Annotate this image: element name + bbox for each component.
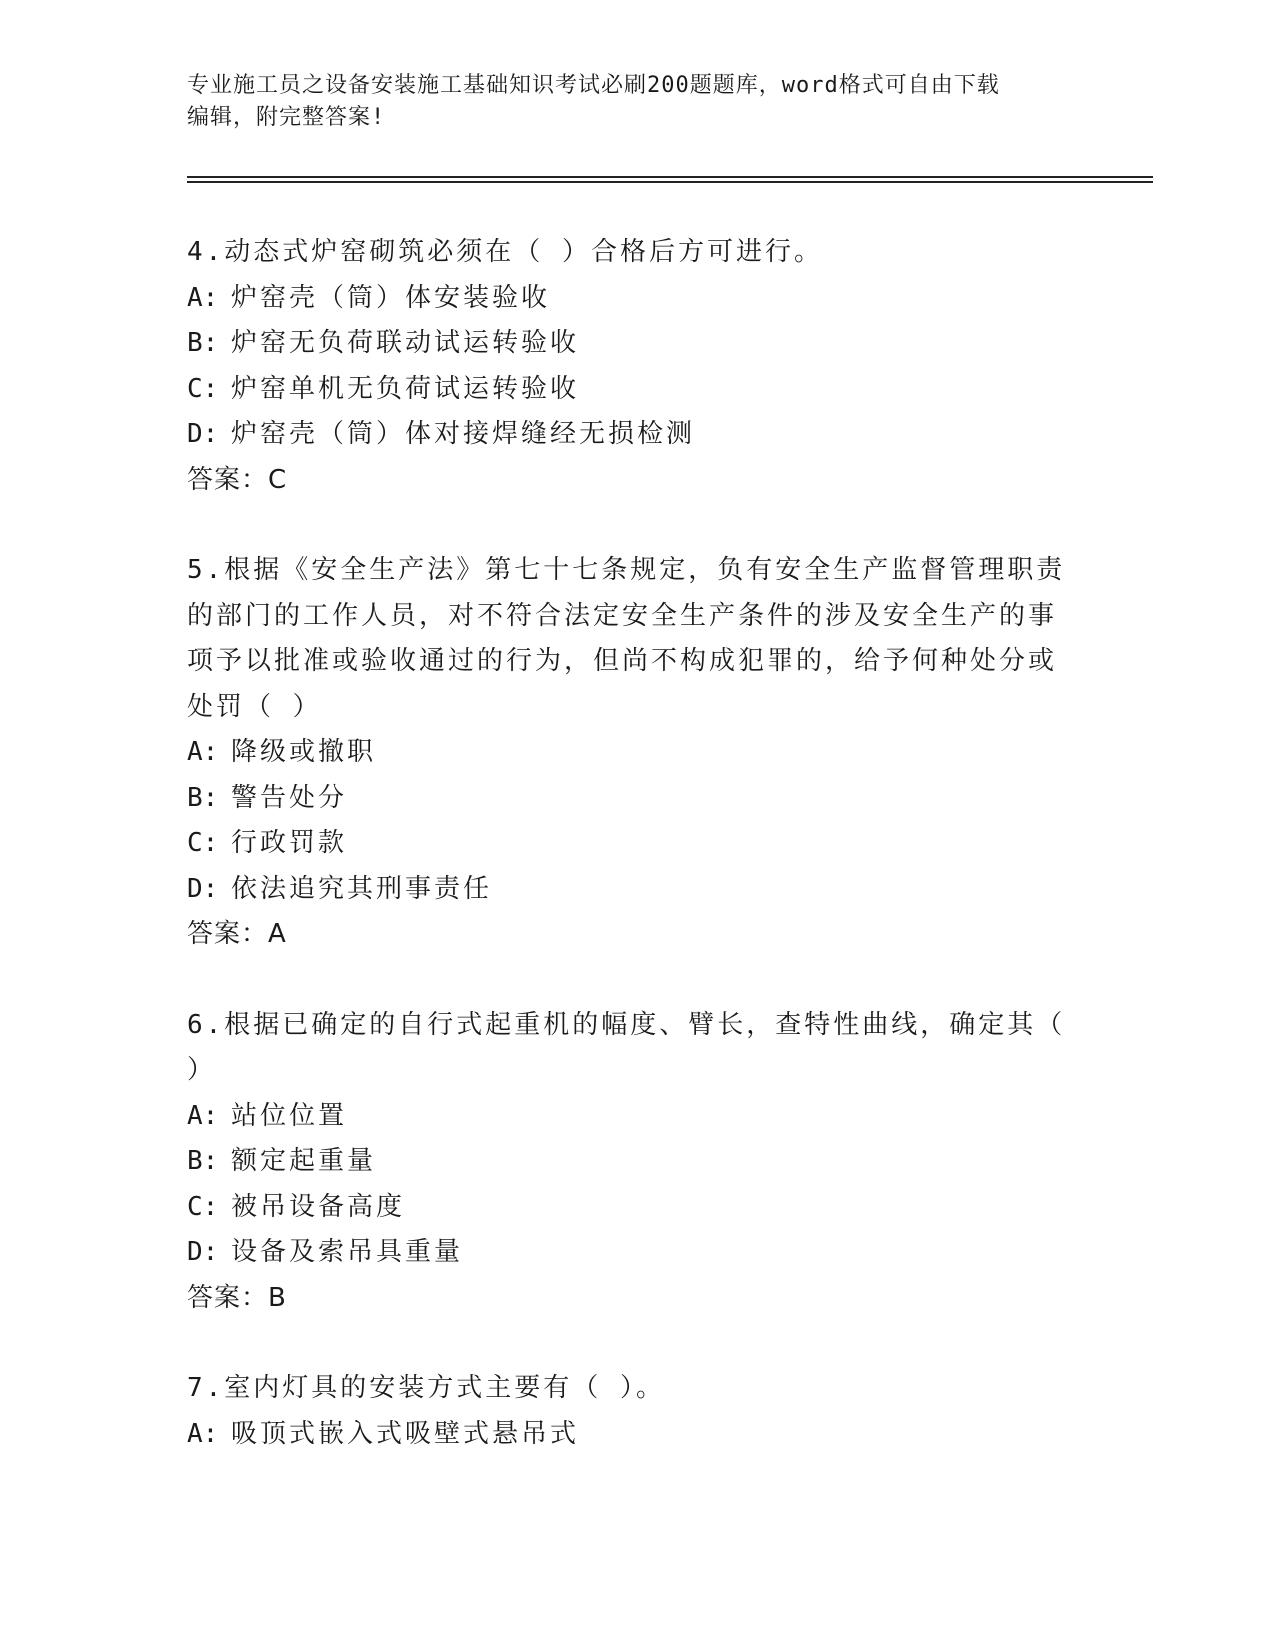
question-text-line-4: 处罚（ ） — [187, 691, 322, 722]
question-text: 4.动态式炉窑砌筑必须在（ ）合格后方可进行。 — [187, 237, 823, 267]
option-key: B: — [187, 1146, 219, 1176]
question-text-line-2: 的部门的工作人员，对不符合法定安全生产条件的涉及安全生产的事 — [187, 600, 1058, 631]
option-key: A: — [187, 282, 219, 313]
option-text: 降级或撤职 — [231, 737, 377, 767]
question-text-line-1: 6.根据已确定的自行式起重机的幅度、臂长，查特性曲线，确定其（ — [187, 1009, 1066, 1040]
option-c — [187, 367, 1067, 413]
option-a — [187, 1412, 1067, 1458]
header-line-1: 专业施工员之设备安装施工基础知识考试必刷200题题库，word格式可自由下载 — [187, 73, 1000, 98]
option-text: 依法追究其刑事责任 — [231, 873, 493, 904]
question-6 — [187, 1003, 1067, 1322]
option-text: 站位位置 — [231, 1100, 348, 1131]
option-key: B: — [187, 328, 219, 358]
option-text: 额定起重量 — [231, 1146, 377, 1176]
option-b — [187, 776, 1067, 822]
question-7 — [187, 1366, 1067, 1457]
option-key: D: — [187, 873, 219, 904]
question-5 — [187, 548, 1067, 958]
option-key: B: — [187, 782, 219, 813]
option-a — [187, 730, 1067, 776]
option-key: A: — [187, 1418, 219, 1449]
option-text: 警告处分 — [231, 782, 348, 813]
option-text: 被吊设备高度 — [231, 1191, 406, 1222]
option-text: 炉窑单机无负荷试运转验收 — [231, 373, 580, 404]
answer-line: 答案：B — [187, 1282, 287, 1313]
header-rule-bottom — [187, 181, 1153, 183]
option-text: 炉窑无负荷联动试运转验收 — [231, 328, 580, 358]
option-b — [187, 321, 1067, 367]
question-text-line-1: 5.根据《安全生产法》第七十七条规定，负有安全生产监督管理职责 — [187, 555, 1066, 585]
option-key: C: — [187, 1191, 219, 1222]
option-key: C: — [187, 373, 219, 404]
question-text: 7.室内灯具的安装方式主要有（ ）。 — [187, 1373, 665, 1403]
header-rule-top — [187, 176, 1153, 178]
option-c — [187, 1185, 1067, 1231]
option-a — [187, 1094, 1067, 1140]
option-key: A: — [187, 1100, 219, 1131]
question-text-line-2: ） — [187, 1055, 217, 1085]
option-text: 行政罚款 — [231, 828, 348, 858]
question-list — [187, 230, 1067, 1502]
option-a — [187, 276, 1067, 322]
option-key: D: — [187, 1237, 219, 1267]
option-key: A: — [187, 737, 219, 767]
option-key: C: — [187, 828, 219, 858]
option-text: 设备及索吊具重量 — [231, 1237, 464, 1267]
option-text: 吸顶式嵌入式吸壁式悬吊式 — [231, 1418, 580, 1449]
answer-line: 答案：A — [187, 919, 287, 949]
option-d — [187, 1230, 1067, 1276]
option-c — [187, 821, 1067, 867]
option-text: 炉窑壳（筒）体安装验收 — [231, 282, 551, 313]
option-d — [187, 867, 1067, 913]
option-d — [187, 412, 1067, 458]
option-b — [187, 1139, 1067, 1185]
option-text: 炉窑壳（筒）体对接焊缝经无损检测 — [231, 419, 696, 449]
answer-line: 答案：C — [187, 464, 288, 495]
question-4 — [187, 230, 1067, 503]
option-key: D: — [187, 419, 219, 449]
question-text-line-3: 项予以批准或验收通过的行为，但尚不构成犯罪的，给予何种处分或 — [187, 646, 1058, 676]
header-line-2: 编辑，附完整答案! — [187, 105, 386, 130]
document-header — [187, 70, 1087, 134]
